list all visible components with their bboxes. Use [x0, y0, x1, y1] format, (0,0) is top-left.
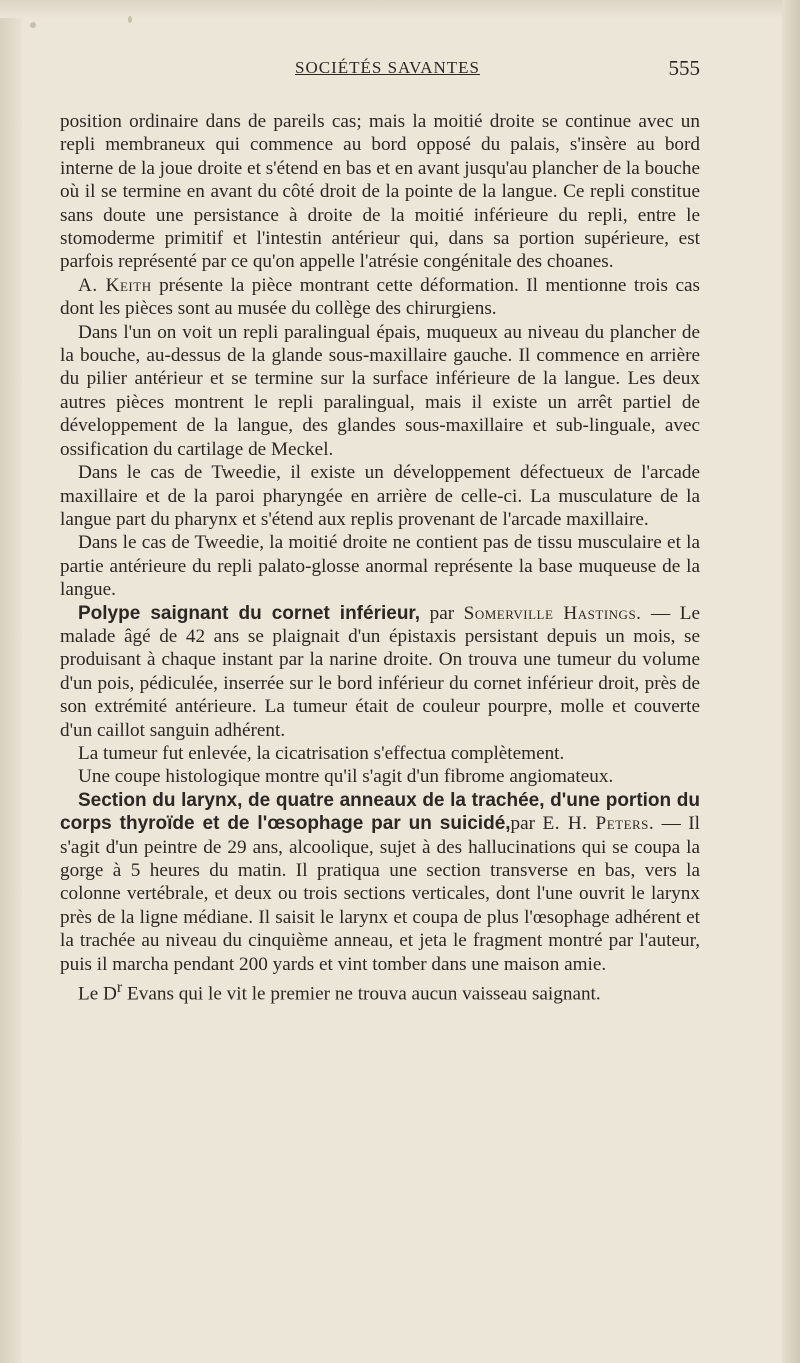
page-header — [60, 58, 710, 88]
paragraph-text: — Le malade âgé de 42 ans se plaignait d'un épistaxis persistant depuis un mois, se produisant à chaque instant par la narine droite. On trouva une tumeur du volume d'un pois, pédiculée, inserrée sur le bord inférieur du cornet inférieur droit, près de son extrémité antérieure. La tumeur était de couleur pourpre, molle et couverte d'un caillot sanguin adhérent. — [60, 602, 700, 741]
paragraph-text: Dans le cas de Tweedie, il existe un développement défectueux de l'arcade maxillaire et de la paroi pharyngée en arrière de celle-ci. La musculature de la langue part du pharynx et s'étend aux replis provenant de l'arcade maxillaire. — [60, 462, 700, 530]
paragraph — [60, 110, 700, 274]
paragraph — [60, 765, 700, 788]
paragraph — [60, 742, 700, 765]
page-top-edge — [0, 0, 800, 18]
paragraph-text: Evans qui le vit le premier ne trouva aucun vaisseau saignant. — [122, 983, 601, 1005]
paragraph — [60, 461, 700, 531]
paragraph-text: Le D — [78, 983, 117, 1005]
page-spine-shadow — [0, 0, 22, 1363]
section-paragraph — [60, 602, 700, 742]
paragraph-text: position ordinaire dans de pareils cas; mais la moitié droite se continue avec un repli membraneux qui commence au bord opposé du palais, s'insère au bord interne de la joue droite et s'étend en bas et en avant jusqu'au plancher de la bouche où il se termine en avant du côté droit de la pointe de la langue. Ce repli constitue sans doute une persistance à droite de la moitié inférieure du repli, entre le stomoderme primitif et l'intestin antérieur qui, dans sa portion supérieure, est parfois représenté par ce qu'on appelle l'atrésie congénitale des choanes. — [60, 111, 700, 273]
paragraph-text: La tumeur fut enlevée, la cicatrisation s'effectua complètement. — [78, 742, 565, 764]
paragraph — [60, 274, 700, 321]
section-heading: Polype saignant du cornet inférieur, — [78, 602, 421, 624]
byline-word: par — [420, 602, 464, 624]
author-name: Somerville Hastings. — [463, 602, 642, 624]
paragraph-text: Dans le cas de Tweedie, la moitié droite ne contient pas de tissu musculaire et la partie antérieure du repli palato-glosse anormal représente la base muqueuse de la langue. — [60, 532, 700, 601]
paragraph-text: — Il s'agit d'un peintre de 29 ans, alcoolique, sujet à des hallucinations qui se coupa la gorge à 5 heures du matin. Il pratiqua une section transverse en bas, vers la colonne vertébrale, et deux ou trois sections verticales, dont l'une ouvrit le larynx près de la ligne médiane. Il saisit le larynx et coupa de plus l'œsophage adhérent et la trachée au niveau du cinquième anneau, et jeta le fragment montré par l'auteur, puis il marcha pendant 200 yards et vint tomber dans une maison amie. — [60, 813, 700, 975]
page-number: 555 — [668, 56, 700, 80]
byline-word: par — [510, 813, 543, 835]
paper-speck — [30, 22, 36, 28]
running-title: SOCIÉTÉS SAVANTES — [295, 58, 480, 77]
paragraph — [60, 531, 700, 601]
author-name: E. H. Peters. — [542, 813, 655, 835]
author-name: A. Keith — [78, 274, 152, 296]
paragraph — [60, 976, 700, 1006]
paragraph-text: Dans l'un on voit un repli paralingual épais, muqueux au niveau du plancher de la bouche, au-dessus de la glande sous-maxillaire gauche. Il commence en arrière du pilier antérieur et se termine sur la surface inférieure de la langue. Les deux autres pièces montrent le repli paralingual, mais il existe un arrêt partiel de développement de la langue, des glandes sous-maxillaire et sub-linguale, avec ossification du cartilage de Meckel. — [60, 321, 700, 460]
superscript: r — [116, 979, 123, 997]
page-body — [60, 110, 700, 1006]
page-right-edge — [782, 0, 800, 1363]
paragraph-text: présente la pièce montrant cette déformation. Il mentionne trois cas dont les pièces sont au musée du collège des chirurgiens. — [60, 274, 700, 320]
section-heading: Section du larynx, de quatre anneaux de la trachée, d'une portion du corps thyroïde et de l'œsophage par un suicidé, — [60, 789, 700, 835]
section-paragraph — [60, 789, 700, 976]
paragraph-text: Une coupe histologique montre qu'il s'agit d'un fibrome angiomateux. — [78, 766, 614, 788]
paragraph — [60, 321, 700, 461]
paper-speck — [128, 16, 132, 23]
